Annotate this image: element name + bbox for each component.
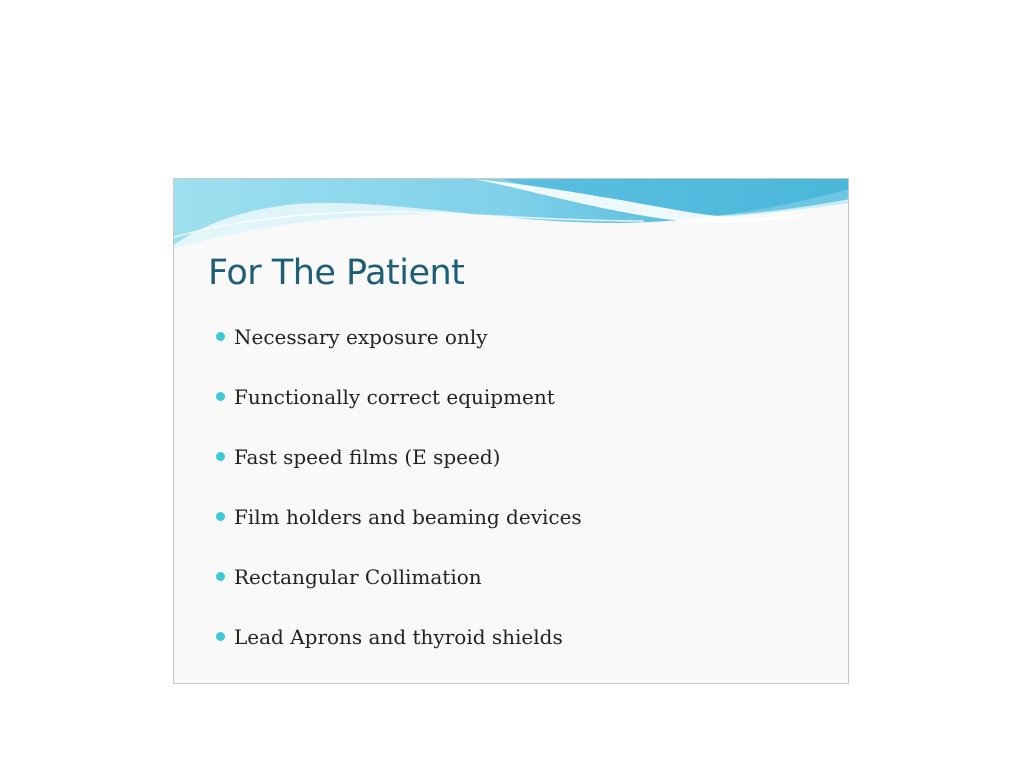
bullet-dot-icon bbox=[216, 632, 225, 641]
wave-banner-decoration bbox=[174, 179, 849, 259]
bullet-text: Necessary exposure only bbox=[234, 325, 488, 349]
bullet-text: Fast speed films (E speed) bbox=[234, 445, 501, 469]
bullet-dot-icon bbox=[216, 572, 225, 581]
bullet-dot-icon bbox=[216, 512, 225, 521]
bullet-text: Rectangular Collimation bbox=[234, 565, 482, 589]
bullet-dot-icon bbox=[216, 392, 225, 401]
bullet-text: Functionally correct equipment bbox=[234, 385, 555, 409]
bullet-dot-icon bbox=[216, 332, 225, 341]
bullet-item bbox=[214, 323, 582, 383]
slide-title: For The Patient bbox=[208, 253, 465, 293]
presentation-slide bbox=[173, 178, 849, 684]
bullet-list bbox=[214, 323, 582, 683]
bullet-item bbox=[214, 443, 582, 503]
bullet-item bbox=[214, 623, 582, 683]
bullet-item bbox=[214, 503, 582, 563]
bullet-text: Lead Aprons and thyroid shields bbox=[234, 625, 563, 649]
bullet-dot-icon bbox=[216, 452, 225, 461]
bullet-item bbox=[214, 563, 582, 623]
bullet-text: Film holders and beaming devices bbox=[234, 505, 582, 529]
bullet-item bbox=[214, 383, 582, 443]
